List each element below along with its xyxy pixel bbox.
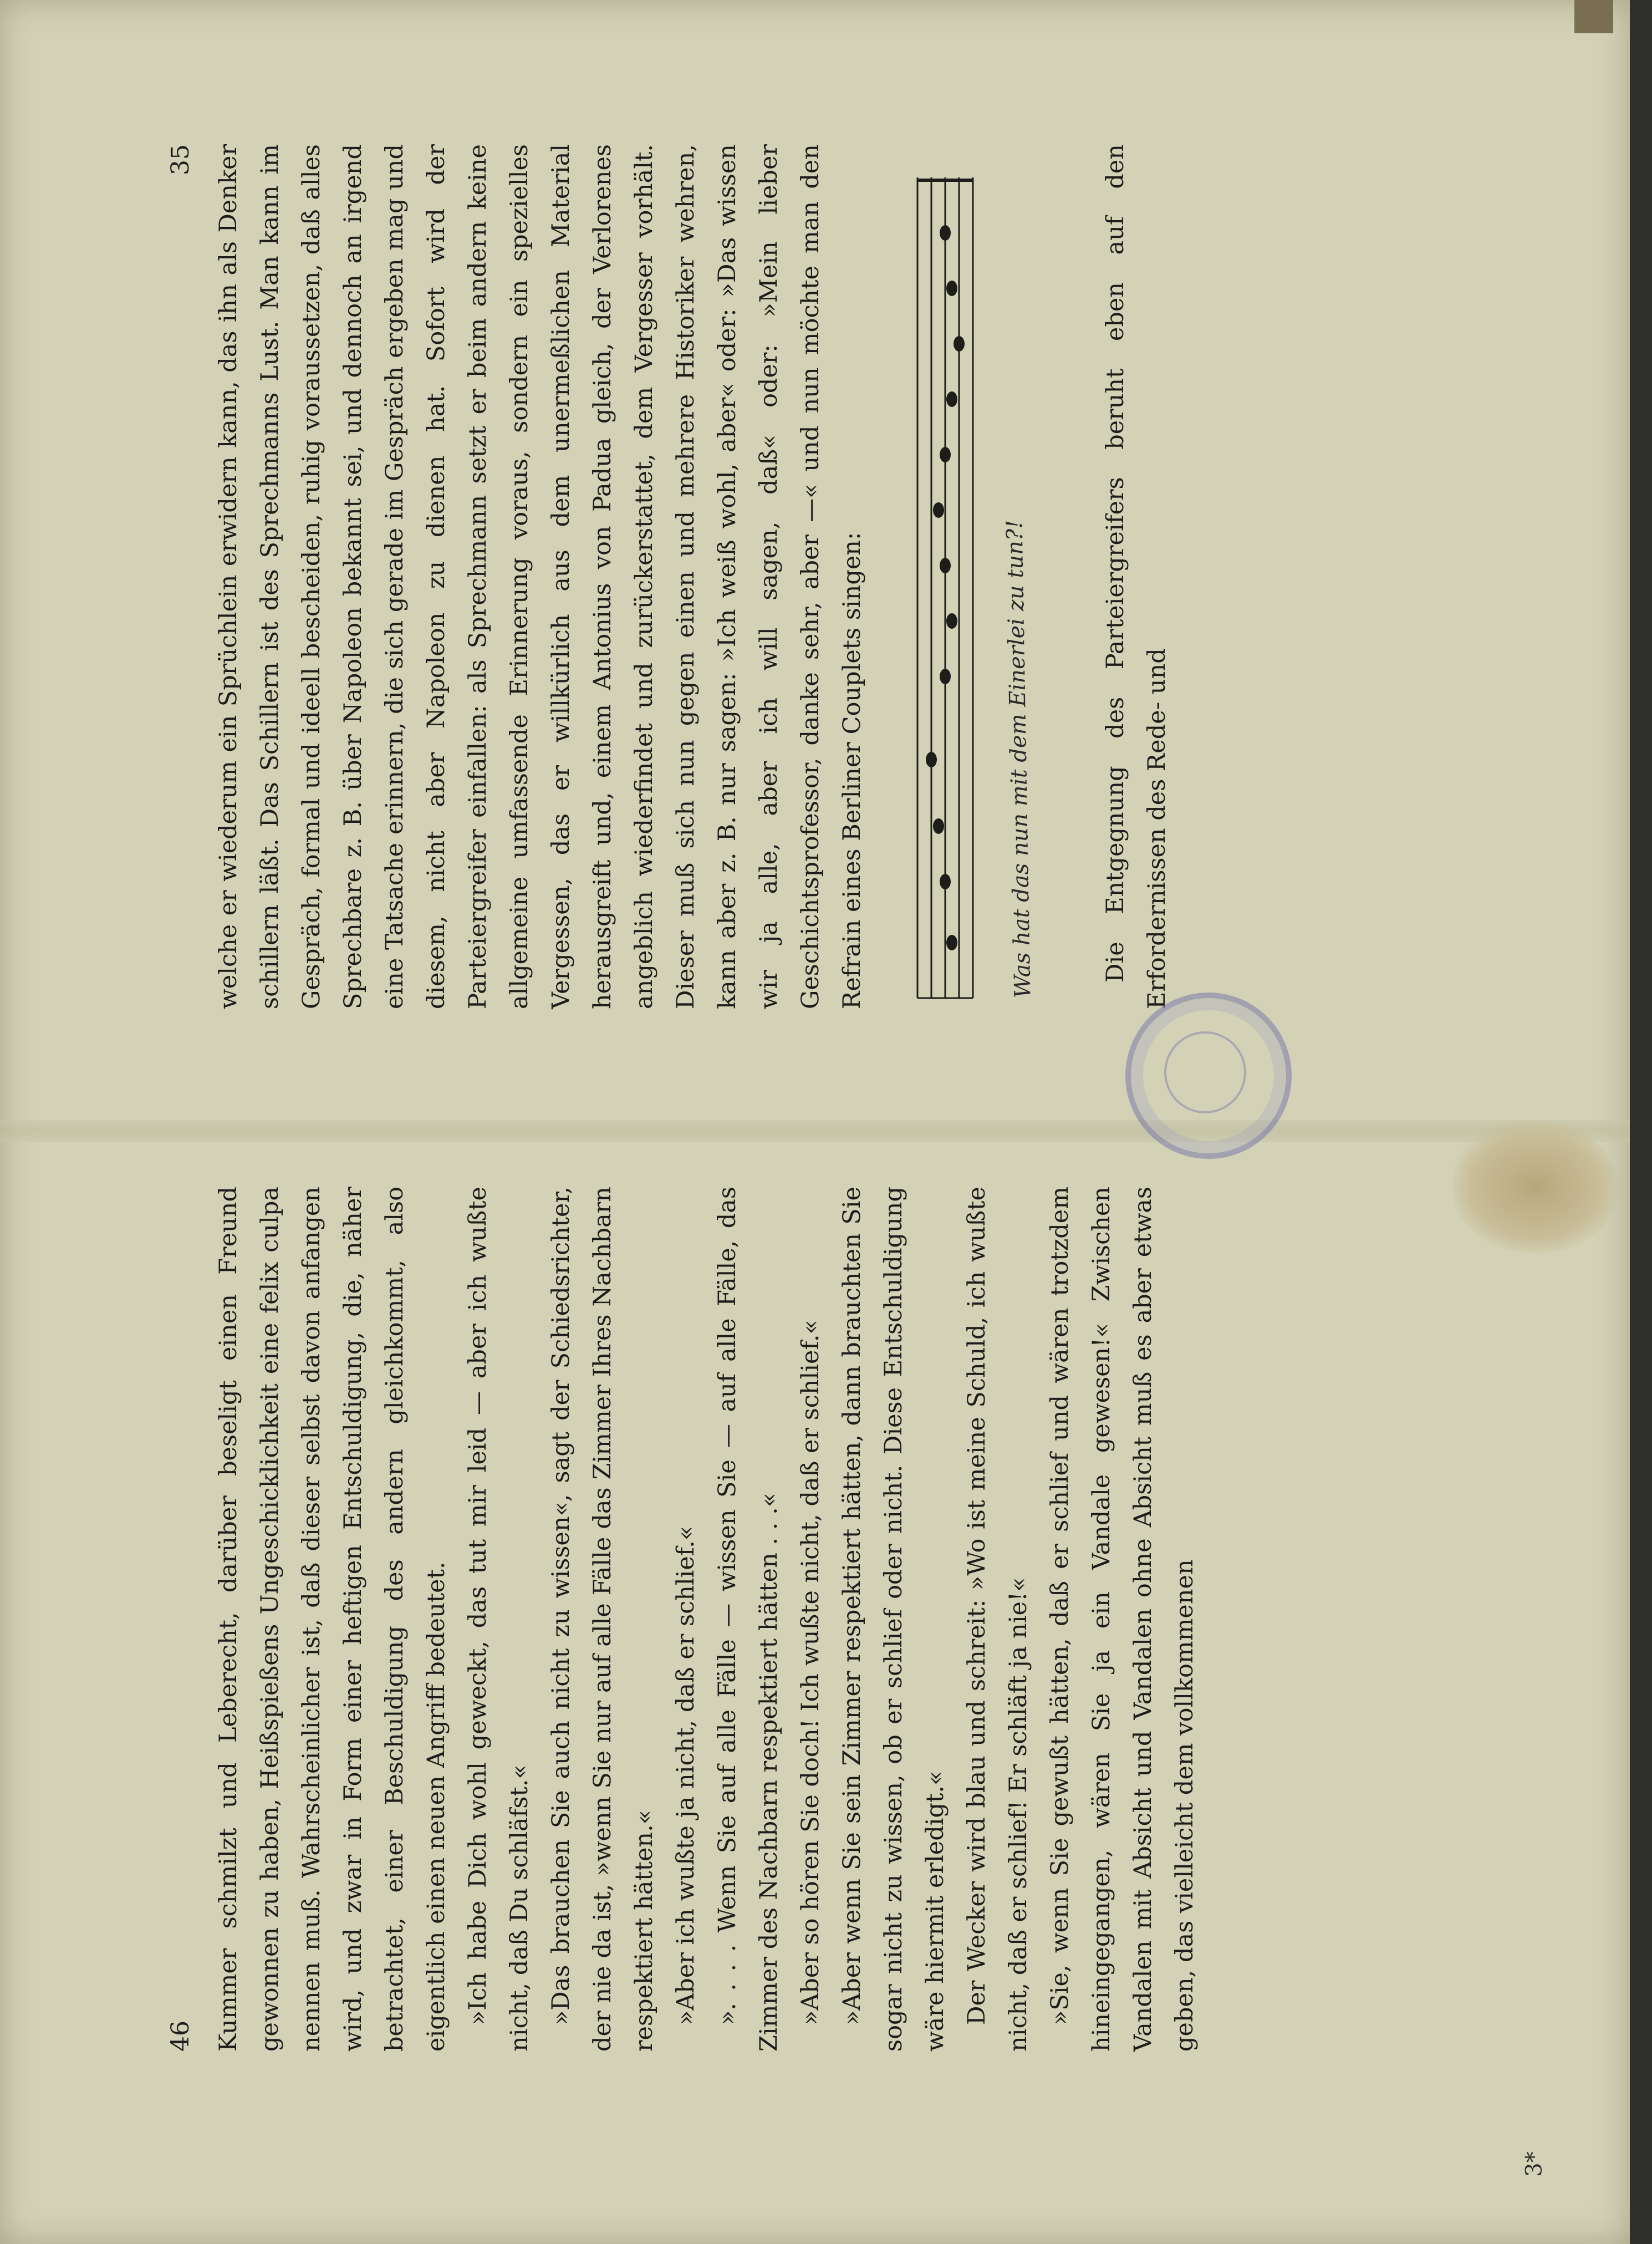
paragraph: »Das brauchen Sie auch nicht zu wissen«, sagt der Schiedsrichter, der nie da ist, »wenn Sie nur auf alle Fälle das Zimmer Ihres Nachbarn respektiert hätten.«: [547, 1187, 658, 2052]
paragraph: »Ich habe Dich wohl geweckt, das tut mir leid — aber ich wußte nicht, daß Du schläfst.«: [464, 1187, 533, 2052]
music-staff: [906, 144, 1073, 1009]
paragraph: »Sie, wenn Sie gewußt hätten, daß er schlief und wären trotzdem hineingegangen, wären Sie ja ein Vandale gewesen!« Zwischen Vandalen mit Absicht und Vandalen ohne Absicht muß es aber etwas geben, das vielleicht dem vollkommenen: [1046, 1187, 1199, 2052]
music-notation: [906, 144, 1006, 1009]
paragraph: Kummer schmilzt und Leberecht, darüber beseligt einen Freund gewonnen zu haben, Heißspießens Ungeschicklichkeit eine felix culpa nennen muß. Wahrscheinlicher ist, daß dieser selbst davon anfangen wird, und zwar in Form einer heftigen Entschuldigung, die, näher betrachtet, einer Beschuldigung des andern gleichkommt, also eigentlich einen neuen Angriff bedeutet.: [215, 1187, 450, 2052]
page-35: [166, 144, 1397, 1009]
page-46: [166, 1187, 1397, 2052]
page-number: 46: [166, 2021, 195, 2052]
binding-corner: [1574, 0, 1613, 33]
center-fold: [0, 1120, 1630, 1142]
paragraph: welche er wiederum ein Sprüchlein erwidern kann, das ihn als Denker schillern läßt. Das Schillern ist des Sprechmanns Lust. Man kann im Gespräch, formal und ideell bescheiden, ruhig voraussetzen, daß alles Sprechbare z. B. über Napoleon bekannt sei, und dennoch an irgend eine Tatsache erinnern, die sich gerade im Gespräch ergeben mag und diesem, nicht aber Napoleon zu dienen hat. Sofort wird der Parteiergreifer einfallen: als Sprechmann setzt er beim andern keine allgemeine umfassende Erinnerung voraus, sondern ein spezielles Vergessen, das er willkürlich aus dem unermeßlichen Material herausgreift und, einem Antonius von Padua gleich, der Verlorenes angeblich wiederfindet und zurückerstattet, dem Vergesser vorhält. Dieser muß sich nun gegen einen und mehrere Historiker wehren, kann aber z. B. nur sagen: »Ich weiß wohl, aber« oder: »Das wissen wir ja alle, aber ich will sagen, daß« oder: »Mein lieber Geschichtsprofessor, danke sehr, aber —« und nun möchte man den Refrain eines Berliner Couplets singen:: [215, 144, 866, 1009]
paragraph: ». . . . Wenn Sie auf alle Fälle — wissen Sie — auf alle Fälle, das Zimmer des Nachbarn respektiert hätten . . .«: [713, 1187, 783, 2052]
paragraph: »Aber so hören Sie doch! Ich wußte nicht, daß er schlief.«: [797, 1320, 824, 2025]
page-number: 35: [166, 144, 195, 175]
paragraph: »Aber ich wußte ja nicht, daß er schlief.«: [672, 1525, 700, 2025]
binding-edge: [1630, 0, 1652, 2244]
signature-mark: 3*: [1521, 2151, 1547, 2177]
library-stamp: [1125, 993, 1292, 1159]
stamp-inner-ring: [1164, 1031, 1246, 1113]
paragraph: Die Entgegnung des Parteiergreifers beruht eben auf den Erfordernissen des Rede- und: [1102, 144, 1171, 1009]
handwritten-lyric: Was hat das nun mit dem Einerlei zu tun?!: [1002, 520, 1036, 999]
paragraph: »Aber wenn Sie sein Zimmer respektiert hätten, dann brauchten Sie sogar nicht zu wissen, ob er schlief oder nicht. Diese Entschuldigung wäre hiermit erledigt.«: [838, 1187, 949, 2052]
paragraph: Der Wecker wird blau und schreit: »Wo ist meine Schuld, ich wußte nicht, daß er schlief! Er schläft ja nie!«: [963, 1187, 1032, 2052]
